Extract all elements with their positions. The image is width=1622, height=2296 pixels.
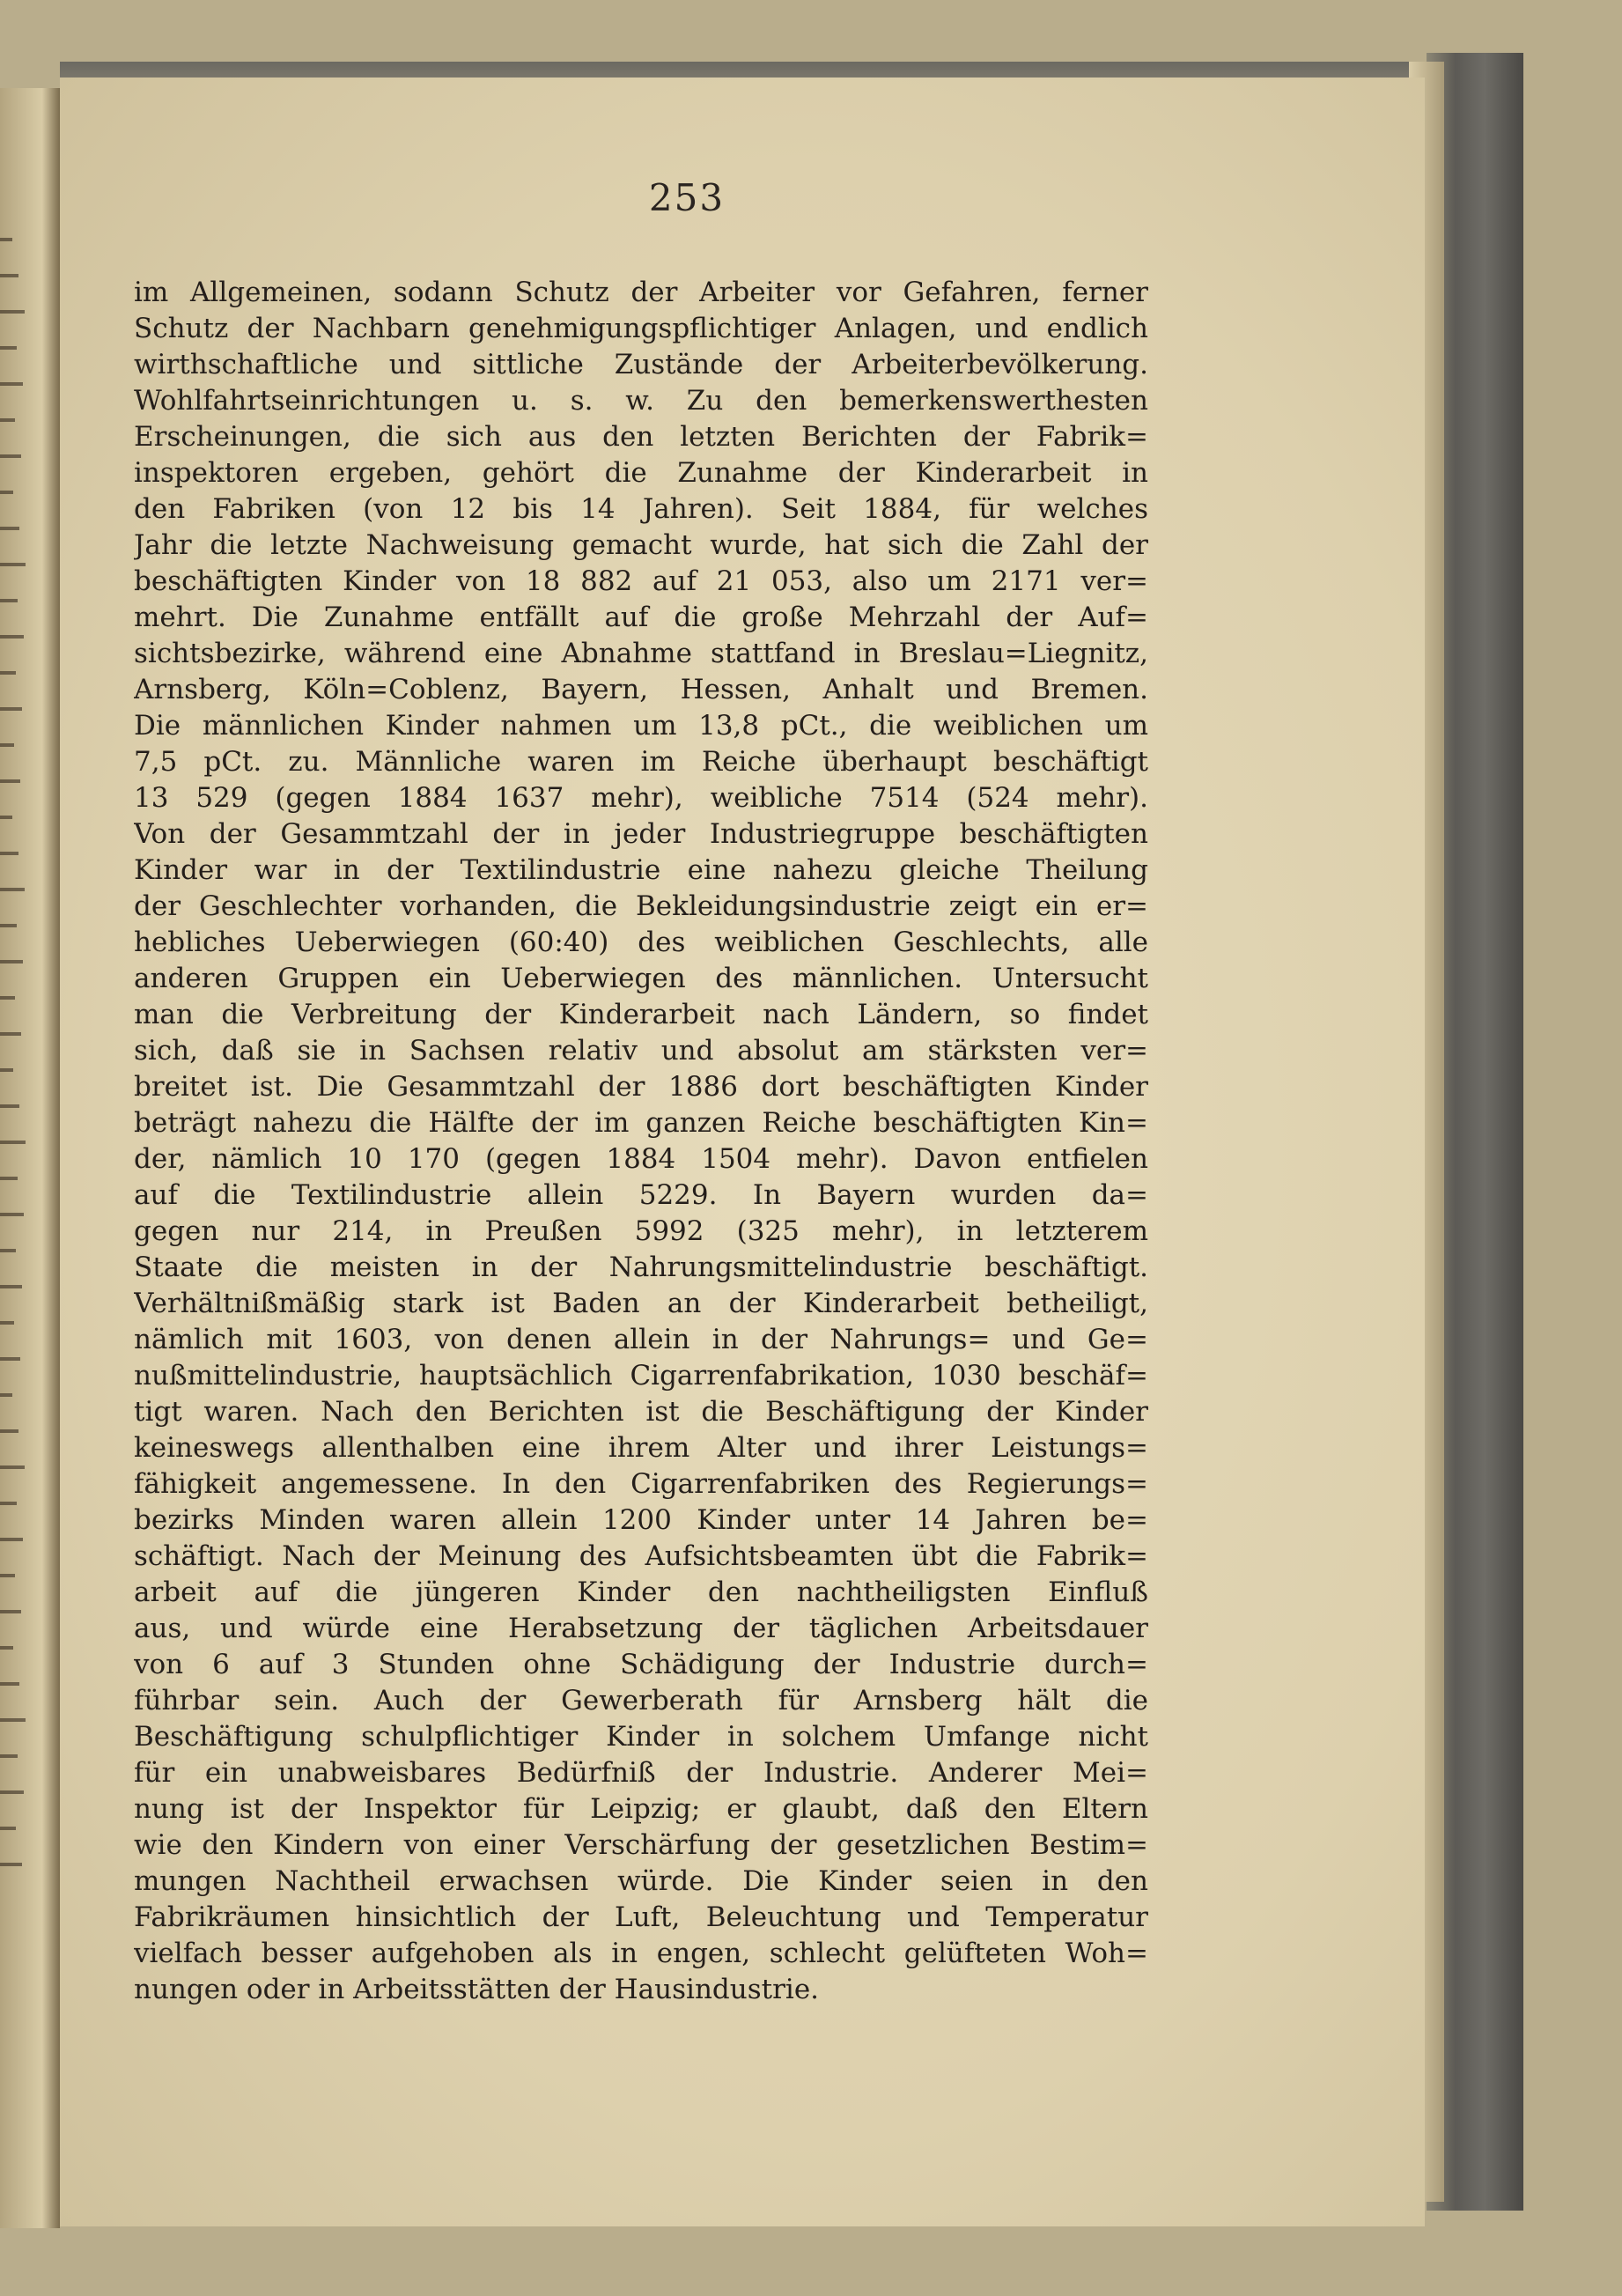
text-line: nämlich mit 1603, von denen allein in der Nahrungs= und Ge= <box>134 1324 1148 1355</box>
text-line: sichtsbezirke, während eine Abnahme stattfand in Breslau=Liegnitz, <box>134 638 1148 669</box>
text-line: 7,5 pCt. zu. Männliche waren im Reiche überhaupt beschäftigt <box>134 746 1148 778</box>
text-line: nußmittelindustrie, hauptsächlich Cigarrenfabrikation, 1030 beschäf= <box>134 1360 1148 1392</box>
text-line: bezirks Minden waren allein 1200 Kinder unter 14 Jahren be= <box>134 1504 1148 1536</box>
text-line: vielfach besser aufgehoben als in engen, schlecht gelüfteten Woh= <box>134 1938 1148 1969</box>
text-line: beträgt nahezu die Hälfte der im ganzen Reiche beschäftigten Kin= <box>134 1107 1148 1139</box>
text-line: man die Verbreitung der Kinderarbeit nach Ländern, so findet <box>134 999 1148 1030</box>
text-line: mehrt. Die Zunahme entfällt auf die große Mehrzahl der Auf= <box>134 602 1148 633</box>
text-line: wie den Kindern von einer Verschärfung der gesetzlichen Bestim= <box>134 1829 1148 1861</box>
text-line: aus, und würde eine Herabsetzung der täglichen Arbeitsdauer <box>134 1613 1148 1644</box>
text-line: Wohlfahrtseinrichtungen u. s. w. Zu den bemerkenswerthesten <box>134 385 1148 417</box>
text-line: den Fabriken (von 12 bis 14 Jahren). Seit 1884, für welches <box>134 493 1148 525</box>
body-text <box>134 275 1148 2008</box>
text-line: tigt waren. Nach den Berichten ist die Beschäftigung der Kinder <box>134 1396 1148 1428</box>
text-line: mungen Nachtheil erwachsen würde. Die Kinder seien in den <box>134 1865 1148 1897</box>
text-line: sich, daß sie in Sachsen relativ und absolut am stärksten ver= <box>134 1035 1148 1067</box>
text-line: hebliches Ueberwiegen (60:40) des weiblichen Geschlechts, alle <box>134 927 1148 958</box>
text-line: Erscheinungen, die sich aus den letzten Berichten der Fabrik= <box>134 421 1148 453</box>
text-line: gegen nur 214, in Preußen 5992 (325 mehr), in letzterem <box>134 1215 1148 1247</box>
text-line: Die männlichen Kinder nahmen um 13,8 pCt., die weiblichen um <box>134 710 1148 742</box>
text-line: nungen oder in Arbeitsstätten der Hausindustrie. <box>134 1974 820 2005</box>
text-line: beschäftigten Kinder von 18 882 auf 21 053, also um 2171 ver= <box>134 565 1148 597</box>
text-line: wirthschaftliche und sittliche Zustände der Arbeiterbevölkerung. <box>134 349 1148 380</box>
text-line: der Geschlechter vorhanden, die Bekleidungsindustrie zeigt ein er= <box>134 890 1148 922</box>
text-line: Arnsberg, Köln=Coblenz, Bayern, Hessen, Anhalt und Bremen. <box>134 674 1148 705</box>
facing-page-text-edge <box>0 88 60 2228</box>
text-line: für ein unabweisbares Bedürfniß der Industrie. Anderer Mei= <box>134 1757 1148 1789</box>
text-line: Von der Gesammtzahl der in jeder Industriegruppe beschäftigten <box>134 818 1148 850</box>
text-line: breitet ist. Die Gesammtzahl der 1886 dort beschäftigten Kinder <box>134 1071 1148 1103</box>
text-line: fähigkeit angemessene. In den Cigarrenfabriken des Regierungs= <box>134 1468 1148 1500</box>
text-line: Fabrikräumen hinsichtlich der Luft, Beleuchtung und Temperatur <box>134 1901 1148 1933</box>
text-line: führbar sein. Auch der Gewerberath für Arnsberg hält die <box>134 1685 1148 1716</box>
text-line: nung ist der Inspektor für Leipzig; er glaubt, daß den Eltern <box>134 1793 1148 1825</box>
text-line: Beschäftigung schulpflichtiger Kinder in solchem Umfange nicht <box>134 1721 1148 1753</box>
text-line: 13 529 (gegen 1884 1637 mehr), weibliche 7514 (524 mehr). <box>134 782 1148 814</box>
text-line: schäftigt. Nach der Meinung des Aufsichtsbeamten übt die Fabrik= <box>134 1540 1148 1572</box>
text-line: arbeit auf die jüngeren Kinder den nachtheiligsten Einfluß <box>134 1576 1148 1608</box>
text-line: der, nämlich 10 170 (gegen 1884 1504 mehr). Davon entfielen <box>134 1143 1148 1175</box>
text-line: Schutz der Nachbarn genehmigungspflichtiger Anlagen, und endlich <box>134 313 1148 344</box>
facing-page-edge <box>0 88 60 2228</box>
page-number: 253 <box>648 176 726 219</box>
text-line: keineswegs allenthalben eine ihrem Alter und ihrer Leistungs= <box>134 1432 1148 1464</box>
text-line: von 6 auf 3 Stunden ohne Schädigung der Industrie durch= <box>134 1649 1148 1680</box>
text-line: Verhältnißmäßig stark ist Baden an der Kinderarbeit betheiligt, <box>134 1288 1148 1319</box>
text-line: im Allgemeinen, sodann Schutz der Arbeiter vor Gefahren, ferner <box>134 277 1148 308</box>
text-line: Staate die meisten in der Nahrungsmittelindustrie beschäftigt. <box>134 1251 1148 1283</box>
text-line: Kinder war in der Textilindustrie eine nahezu gleiche Theilung <box>134 854 1148 886</box>
text-line: auf die Textilindustrie allein 5229. In Bayern wurden da= <box>134 1179 1148 1211</box>
text-line: Jahr die letzte Nachweisung gemacht wurde, hat sich die Zahl der <box>134 529 1148 561</box>
text-line: inspektoren ergeben, gehört die Zunahme der Kinderarbeit in <box>134 457 1148 489</box>
text-line: anderen Gruppen ein Ueberwiegen des männlichen. Untersucht <box>134 963 1148 994</box>
